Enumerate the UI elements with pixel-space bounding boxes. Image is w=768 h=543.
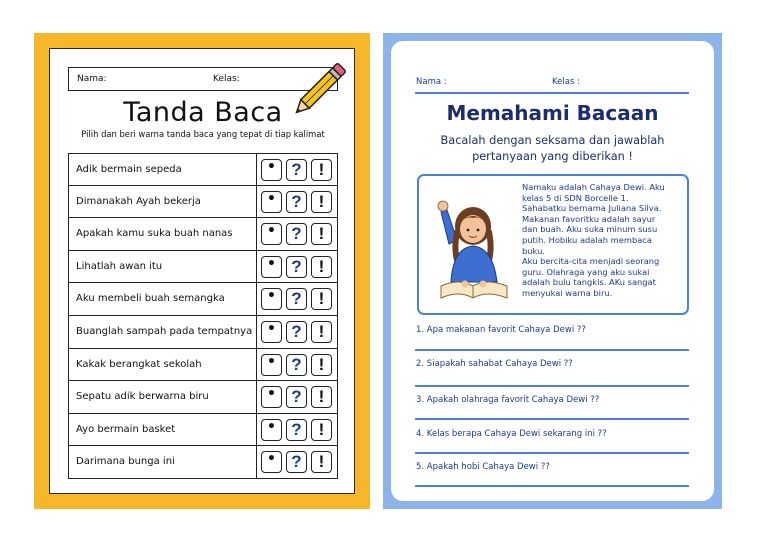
exclamation-option[interactable]: ! (311, 386, 332, 408)
sentence-text: Lihatlah awan itu (76, 260, 163, 272)
question-mark-option[interactable]: ? (286, 321, 307, 343)
table-row (68, 283, 338, 316)
period-option[interactable]: • (261, 223, 282, 245)
table-row (68, 218, 338, 251)
class-label: Kelas: (213, 74, 240, 84)
answer-line-4[interactable] (415, 452, 689, 454)
exclamation-option[interactable]: ! (311, 288, 332, 310)
punctuation-worksheet (34, 33, 370, 509)
worksheet-paper (391, 41, 714, 501)
table-row (68, 316, 338, 349)
period-option[interactable]: • (261, 451, 282, 473)
table-row (68, 153, 338, 186)
sentence-text: Apakah kamu suka buah nanas (76, 228, 233, 240)
mark-options (257, 218, 338, 250)
table-row (68, 186, 338, 219)
girl-reading-illustration (427, 182, 519, 310)
answer-line-1[interactable] (415, 349, 689, 351)
period-option[interactable]: • (261, 256, 282, 278)
question-mark-option[interactable]: ? (286, 386, 307, 408)
mark-options (257, 414, 338, 446)
mark-options (257, 251, 338, 283)
sentence-text: Buanglah sampah pada tempatnya (76, 325, 253, 337)
exclamation-option[interactable]: ! (311, 159, 332, 181)
question-2: 2. Siapakah sahabat Cahaya Dewi ?? (416, 359, 573, 369)
table-row (68, 251, 338, 284)
mark-options (257, 186, 338, 218)
worksheet-paper (49, 48, 355, 494)
mark-options (257, 283, 338, 315)
period-option[interactable]: • (261, 288, 282, 310)
mark-options (257, 349, 338, 381)
mark-options (257, 381, 338, 413)
sentence-text: Adik bermain sepeda (76, 164, 182, 175)
period-option[interactable]: • (261, 419, 282, 441)
table-row (68, 381, 338, 414)
sentence-table (68, 153, 338, 479)
sentence-text: Dimanakah Ayah bekerja (76, 195, 201, 207)
question-mark-option[interactable]: ? (286, 451, 307, 473)
reading-passage-text: Namaku adalah Cahaya Dewi. Aku kelas 5 di SDN Borcelle 1. Sahabatku bernama Juliana Silva. Makanan favoritku adalah sayur dan buah. Aku suka minum susu putih. Hobiku adalah membaca buku. Aku bercita-cita menjadi seorang guru. Olahraga yang aku sukai adalah bulu tangkis. AKu sangat menyukai warna biru. (522, 182, 665, 298)
mark-options (257, 446, 338, 478)
question-4: 4. Kelas berapa Cahaya Dewi sekarang ini ?? (416, 429, 607, 439)
period-option[interactable]: • (261, 321, 282, 343)
name-label: Nama: (77, 74, 107, 84)
exclamation-option[interactable]: ! (311, 223, 332, 245)
question-mark-option[interactable]: ? (286, 256, 307, 278)
answer-line-3[interactable] (415, 418, 689, 420)
mark-options (257, 316, 338, 348)
mark-options (257, 154, 338, 185)
reading-passage-box (417, 174, 689, 315)
exclamation-option[interactable]: ! (311, 256, 332, 278)
question-5: 5. Apakah hobi Cahaya Dewi ?? (416, 462, 550, 472)
class-label: Kelas : (552, 77, 580, 87)
question-mark-option[interactable]: ? (286, 191, 307, 213)
sentence-text: Ayo bermain basket (76, 423, 176, 435)
period-option[interactable]: • (261, 386, 282, 408)
table-row (68, 349, 338, 382)
answer-line-2[interactable] (415, 385, 689, 387)
exclamation-option[interactable]: ! (311, 354, 332, 376)
name-answer-line (415, 92, 689, 94)
answer-line-5[interactable] (415, 485, 689, 487)
exclamation-option[interactable]: ! (311, 321, 332, 343)
question-mark-option[interactable]: ? (286, 419, 307, 441)
worksheet-instruction: Pilih dan beri warna tanda baca yang tepat di tiap kalimat (81, 129, 325, 139)
question-1: 1. Apa makanan favorit Cahaya Dewi ?? (416, 325, 586, 335)
period-option[interactable]: • (261, 159, 282, 181)
sentence-text: Darimana bunga ini (76, 456, 175, 468)
worksheet-title: Memahami Bacaan (446, 101, 659, 125)
table-row (68, 446, 338, 479)
question-mark-option[interactable]: ? (286, 288, 307, 310)
worksheet-title: Tanda Baca (123, 97, 283, 128)
worksheet-subtitle: Bacalah dengan seksama dan jawablah pertanyaan yang diberikan ! (440, 134, 665, 163)
sentence-text: Aku membeli buah semangka (76, 293, 225, 305)
exclamation-option[interactable]: ! (311, 451, 332, 473)
period-option[interactable]: • (261, 191, 282, 213)
exclamation-option[interactable]: ! (311, 191, 332, 213)
reading-worksheet (383, 33, 722, 509)
period-option[interactable]: • (261, 354, 282, 376)
question-mark-option[interactable]: ? (286, 223, 307, 245)
exclamation-option[interactable]: ! (311, 419, 332, 441)
question-mark-option[interactable]: ? (286, 159, 307, 181)
table-row (68, 414, 338, 447)
question-mark-option[interactable]: ? (286, 354, 307, 376)
question-3: 3. Apakah olahraga favorit Cahaya Dewi ?? (416, 395, 600, 405)
name-label: Nama : (416, 77, 447, 87)
sentence-text: Kakak berangkat sekolah (76, 358, 202, 370)
sentence-text: Sepatu adik berwarna biru (76, 391, 209, 403)
